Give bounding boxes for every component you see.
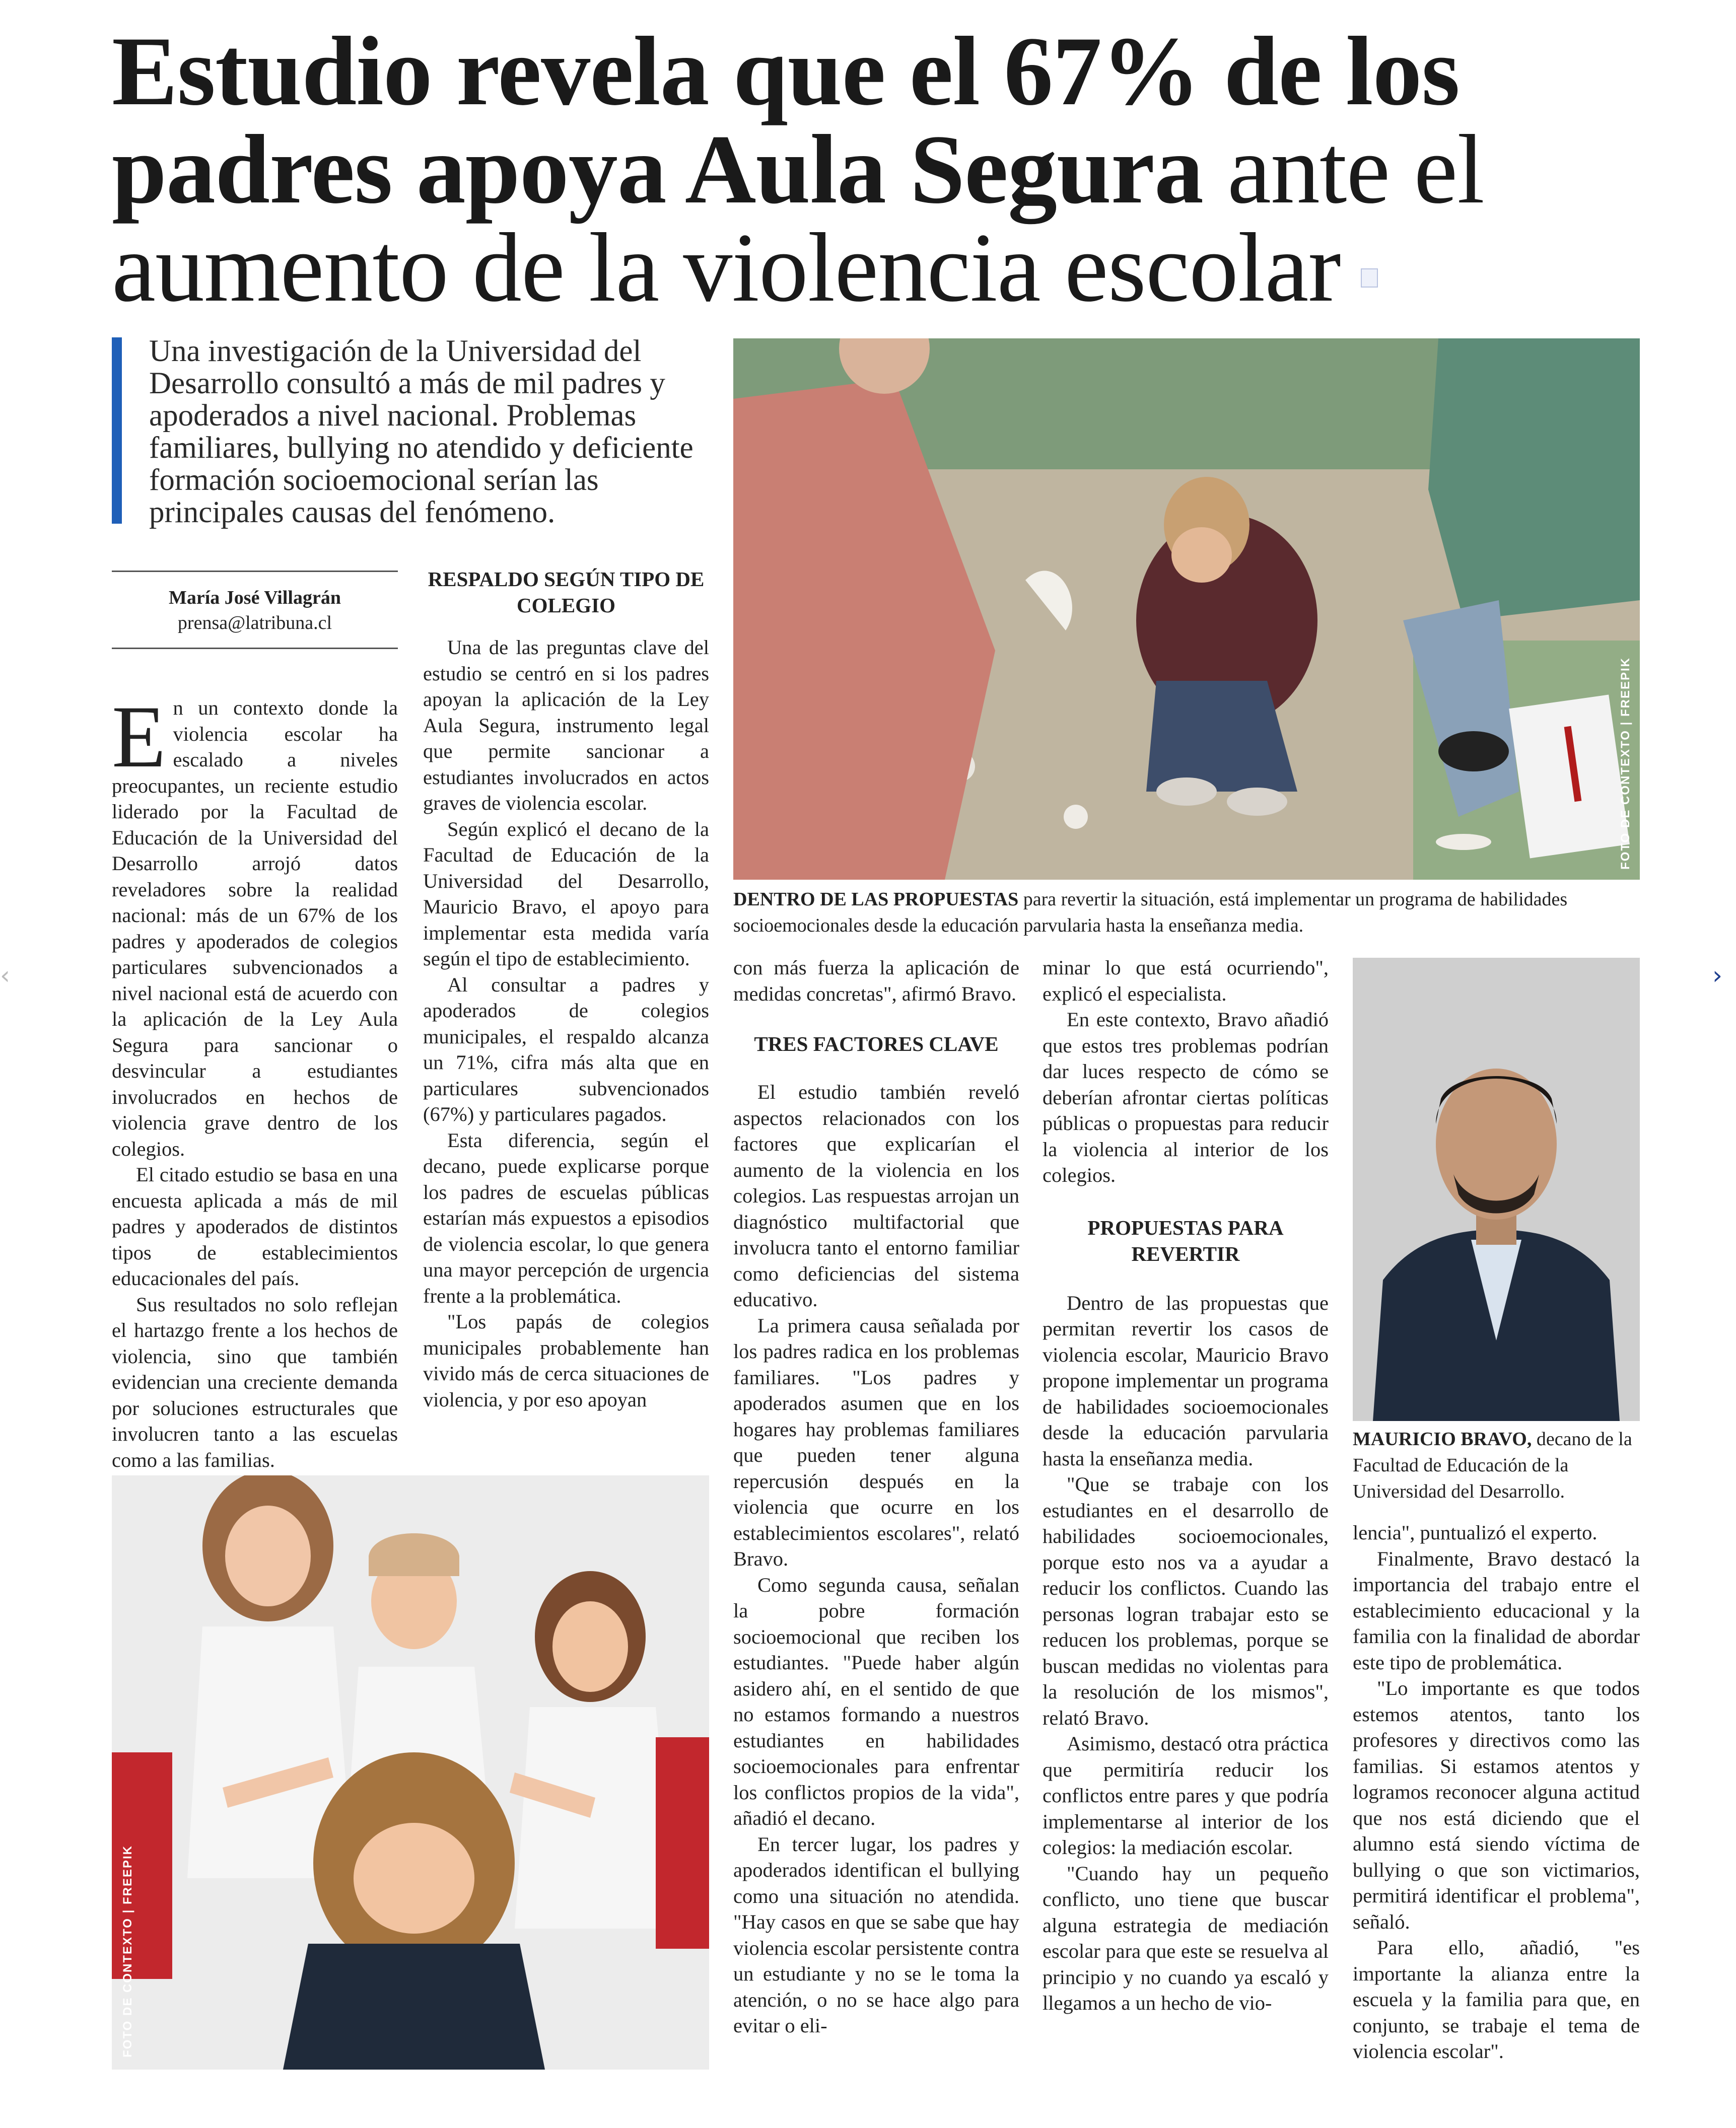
column-2	[423, 566, 709, 1412]
paragraph: Para ello, añadió, "es importante la alianza entre la escuela y la familia para que, en conjunto, se trabaje el tema de violencia escolar".	[1353, 1936, 1640, 2063]
headline-regular: ante el aumento de la violencia escolar	[112, 115, 1484, 322]
paragraph: Esta diferencia, según el decano, puede explicarse porque los padres de escuelas públicas estarían más expuestos a episodios de violencia escolar, lo que genera una mayor percepción de urgencia frente a la problemática.	[423, 1128, 709, 1307]
subhead-tres-factores: TRES FACTORES CLAVE	[754, 1032, 999, 1055]
subhead-respaldo: RESPALDO SEGÚN TIPO DE COLEGIO	[428, 568, 705, 617]
paragraph: El estudio también reveló aspectos relacionados con los factores que explicarían el aumento de la violencia en los colegios. Las respuestas arrojan un diagnóstico multifactorial que involucra tanto el entorno familiar como deficiencias del sistema educativo.	[733, 1081, 1019, 1311]
photo-children-bullying	[112, 1475, 709, 2070]
column-5	[1353, 1520, 1640, 2065]
paragraph: "Los papás de colegios municipales probablemente han vivido más de cerca situaciones de violencia, y por eso apoyan	[423, 1310, 709, 1411]
subhead-propuestas: PROPUESTAS PARA REVERTIR	[1087, 1216, 1284, 1265]
photo-classroom-bullying	[733, 338, 1640, 880]
photo-portrait-mauricio-bravo	[1353, 958, 1640, 1421]
byline-author: María José Villagrán	[169, 587, 341, 608]
paragraph: Según explicó el decano de la Facultad de Educación de la Universidad del Desarrollo, Mauricio Bravo, el apoyo para implementar esta medida varía según el tipo de establecimiento.	[423, 817, 709, 970]
paragraph: Como segunda causa, señalan la pobre formación socioemocional que reciben los estudiantes. "Puede haber algún asidero ahí, en el sentido de que no estamos formando a nuestros estudiantes en habilidades socioemocionales para enfrentar los conflictos propios de la vida", añadió el decano.	[733, 1573, 1019, 1829]
photo-caption-portrait: MAURICIO BRAVO, decano de la Facultad de Educación de la Universidad del Desarrollo.	[1353, 1429, 1632, 1502]
photo-illustration	[112, 1475, 709, 2070]
paragraph: En un contexto donde la violencia escolar ha escalado a niveles preocupantes, un reciente estudio liderado por la Facultad de Educación de la Universidad del Desarrollo arrojó datos reveladores sobre la realidad nacional: más de un 67% de los padres y apoderados de colegios particulares subvencionados a nivel nacional está de acuerdo con la aplicación de la Ley Aula Segura para sancionar o desvincular a estudiantes involucrados en hechos de violencia grave dentro de los colegios.	[112, 688, 398, 1160]
comment-icon[interactable]	[1361, 268, 1378, 288]
column-1	[112, 688, 398, 1473]
photo-caption-top: DENTRO DE LAS PROPUESTAS para revertir la situación, está implementar un programa de habilidades socioemocionales desde la educación parvularia hasta la enseñanza media.	[733, 889, 1568, 936]
column-4	[1043, 955, 1329, 2016]
drop-cap: E	[112, 688, 166, 786]
byline-email[interactable]: prensa@latribuna.cl	[177, 612, 332, 633]
paragraph: Una de las preguntas clave del estudio se centró en si los padres apoyan la aplicación de la Ley Aula Segura, instrumento legal que permite sancionar a estudiantes involucrados en actos graves de violencia escolar.	[423, 636, 709, 814]
paragraph: "Que se trabaje con los estudiantes en el desarrollo de habilidades socioemocionales, porque esto nos va a ayudar a reducir los conflictos. Cuando las personas logran trabajar esto se reducen los problemas, porque se buscan medidas no violentas para la resolución de los mismos", relató Bravo.	[1043, 1473, 1329, 1729]
paragraph: Finalmente, Bravo destacó la importancia del trabajo entre el establecimiento educacional y la familia con la finalidad de abordar este tipo de problemática.	[1353, 1547, 1640, 1674]
next-page-arrow-icon[interactable]: ›	[1712, 961, 1722, 990]
photo-credit: FOTO DE CONTEXTO | FREEPIK	[121, 1845, 134, 2058]
headline-bold: Estudio revela que el 67% de los padres apoya Aula Segura	[112, 17, 1460, 224]
portrait-illustration	[1353, 958, 1640, 1421]
paragraph: "Cuando hay un pequeño conflicto, uno tiene que buscar alguna estrategia de mediación escolar para que este se resuelva al principio y no cuando ya escaló y llegamos a un hecho de vio-	[1043, 1862, 1329, 2014]
lead-accent-bar	[112, 337, 122, 524]
headline	[112, 17, 1683, 322]
prev-page-arrow-icon[interactable]: ‹	[0, 961, 10, 990]
lead-paragraph: Una investigación de la Universidad del Desarrollo consultó a más de mil padres y apoderados a nivel nacional. Problemas familiares, bullying no atendido y deficiente formación socioemocional serían las principales causas del fenómeno.	[149, 334, 693, 529]
byline	[112, 585, 398, 635]
photo-credit: FOTO DE CONTEXTO | FREEPIK	[1619, 657, 1632, 870]
byline-rule-bottom	[112, 648, 398, 649]
paragraph: Sus resultados no solo reflejan el hartazgo frente a los hechos de violencia, sino que también evidencian una creciente demanda por soluciones estructurales que involucren tanto a las escuelas como a las familias.	[112, 1293, 398, 1471]
byline-rule-top	[112, 571, 398, 572]
paragraph: minar lo que está ocurriendo", explicó el especialista.	[1043, 956, 1329, 1005]
paragraph: En este contexto, Bravo añadió que estos tres problemas podrían dar luces respecto de cómo se deberían afrontar ciertas políticas públicas o propuestas para reducir la violencia al interior de los colegios.	[1043, 1008, 1329, 1186]
paragraph: El citado estudio se basa en una encuesta aplicada a más de mil padres y apoderados de distintos tipos de establecimientos educacionales del país.	[112, 1163, 398, 1290]
paragraph: lencia", puntualizó el experto.	[1353, 1521, 1598, 1544]
paragraph: Dentro de las propuestas que permitan revertir los casos de violencia escolar, Mauricio Bravo propone implementar un programa de habilidades socioemocionales desde la educación parvularia hasta la enseñanza media.	[1043, 1291, 1329, 1470]
paragraph: "Lo importante es que todos estemos atentos, tanto los profesores y directivos como las familias. Si estamos atentos y logramos reconocer alguna actitud que nos está diciendo que el alumno está siendo víctima de bullying o que son victimarios, permitirá identificar el problema", señaló.	[1353, 1677, 1640, 1933]
paragraph: La primera causa señalada por los padres radica en los problemas familiares. "Los padres y apoderados asumen que en los hogares hay problemas familiares que pueden tener alguna repercusión después en la violencia que ocurre en los establecimientos escolares", relató Bravo.	[733, 1314, 1019, 1570]
photo-illustration	[733, 338, 1640, 880]
paragraph: Asimismo, destacó otra práctica que permitiría reducir los conflictos entre pares y que podría implementarse al interior de los colegios: la mediación escolar.	[1043, 1732, 1329, 1859]
paragraph: En tercer lugar, los padres y apoderados identifican el bullying como una situación no atendida. "Hay casos en que se sabe que hay violencia escolar persistente contra un estudiante y no se le toma la atención, o no se hace algo para evitar o eli-	[733, 1832, 1019, 2037]
paragraph: Al consultar a padres y apoderados de colegios municipales, el respaldo alcanza un 71%, cifra más alta que en particulares subvencionados (67%) y particulares pagados.	[423, 973, 709, 1125]
paragraph: con más fuerza la aplicación de medidas concretas", afirmó Bravo.	[733, 956, 1019, 1005]
column-3	[733, 955, 1019, 2039]
